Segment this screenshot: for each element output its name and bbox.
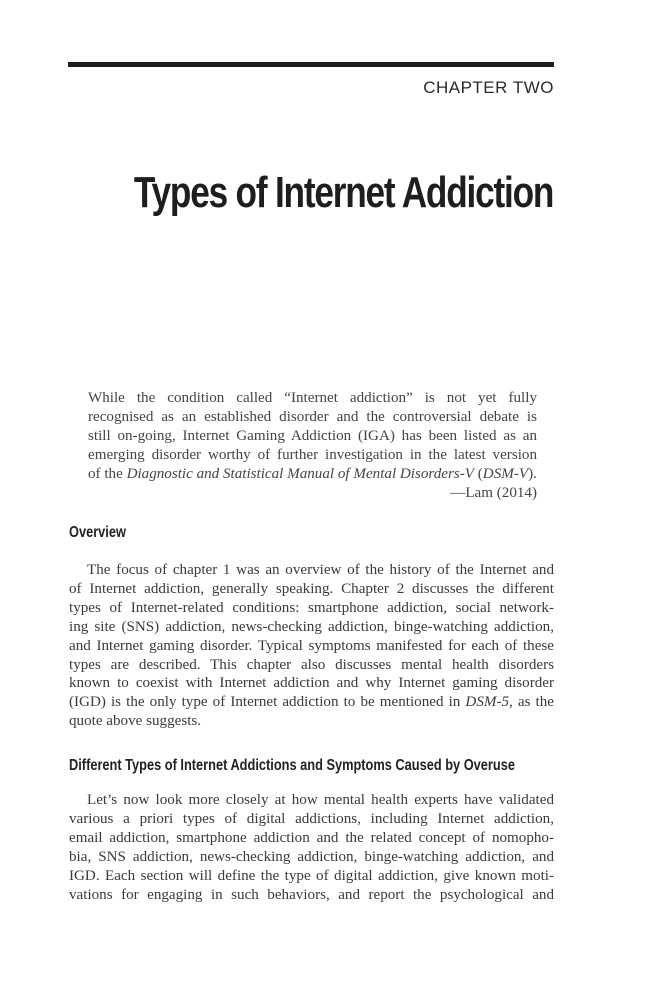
paragraph-line: bia, SNS addiction, news-checking addiction, binge-watching addiction, and — [69, 848, 554, 865]
paragraph-line: (IGD) is the only type of Internet addiction to be mentioned in DSM-5, as the — [69, 694, 554, 711]
paragraph-line: The focus of chapter 1 was an overview of the history of the Internet and — [87, 562, 554, 578]
epigraph-line: While the condition called “Internet addiction” is not yet fully — [88, 390, 537, 406]
paragraph-line: various a priori types of digital addictions, including Internet addiction, — [69, 810, 554, 827]
paragraph-line: and Internet gaming disorder. Typical symptoms manifested for each of these — [69, 637, 554, 654]
epigraph-line: emerging disorder worthy of further investigation in the latest version — [88, 446, 537, 463]
paragraph-line: IGD. Each section will define the type of digital addiction, give known moti- — [69, 867, 554, 884]
paragraph-line: Let’s now look more closely at how mental health experts have validated — [87, 792, 554, 808]
section-heading-types: Different Types of Internet Addictions and Symptoms Caused by Overuse — [69, 757, 515, 774]
epigraph-line: still on-going, Internet Gaming Addiction (IGA) has been listed as an — [88, 427, 537, 444]
overview-paragraph — [69, 561, 554, 731]
chapter-title: Types of Internet Addiction — [133, 168, 553, 217]
manual-abbrev: DSM-V — [482, 465, 529, 482]
paragraph-line: quote above suggests. — [69, 713, 202, 730]
manual-title: Diagnostic and Statistical Manual of Mental Disorders-V — [126, 465, 474, 482]
paragraph-line: vations for engaging in such behaviors, and report the psychological and — [69, 886, 554, 903]
paragraph-line: of Internet addiction, generally speaking. Chapter 2 discusses the different — [69, 580, 554, 597]
chapter-top-rule — [68, 62, 554, 67]
paragraph-line: known to coexist with Internet addiction and why Internet gaming disorder — [69, 675, 554, 692]
paragraph-line: email addiction, smartphone addiction and the related concept of nomopho- — [69, 829, 554, 846]
paragraph-line: ing site (SNS) addiction, news-checking addiction, binge-watching addiction, — [69, 618, 554, 635]
epigraph-quote — [88, 389, 537, 502]
epigraph-attribution: —Lam (2014) — [450, 484, 537, 501]
epigraph-line: of the Diagnostic and Statistical Manual of Mental Disorders-V (DSM-V). — [88, 465, 537, 482]
paragraph-line: types are described. This chapter also discusses mental health disorders — [69, 656, 554, 673]
section-heading-overview: Overview — [69, 524, 126, 541]
types-paragraph — [69, 791, 554, 904]
epigraph-line: recognised as an established disorder and the controversial debate is — [88, 408, 537, 425]
chapter-label: CHAPTER TWO — [423, 78, 554, 97]
dsm5-reference: DSM-5 — [465, 694, 510, 711]
paragraph-line: types of Internet-related conditions: smartphone addiction, social network- — [69, 599, 554, 616]
